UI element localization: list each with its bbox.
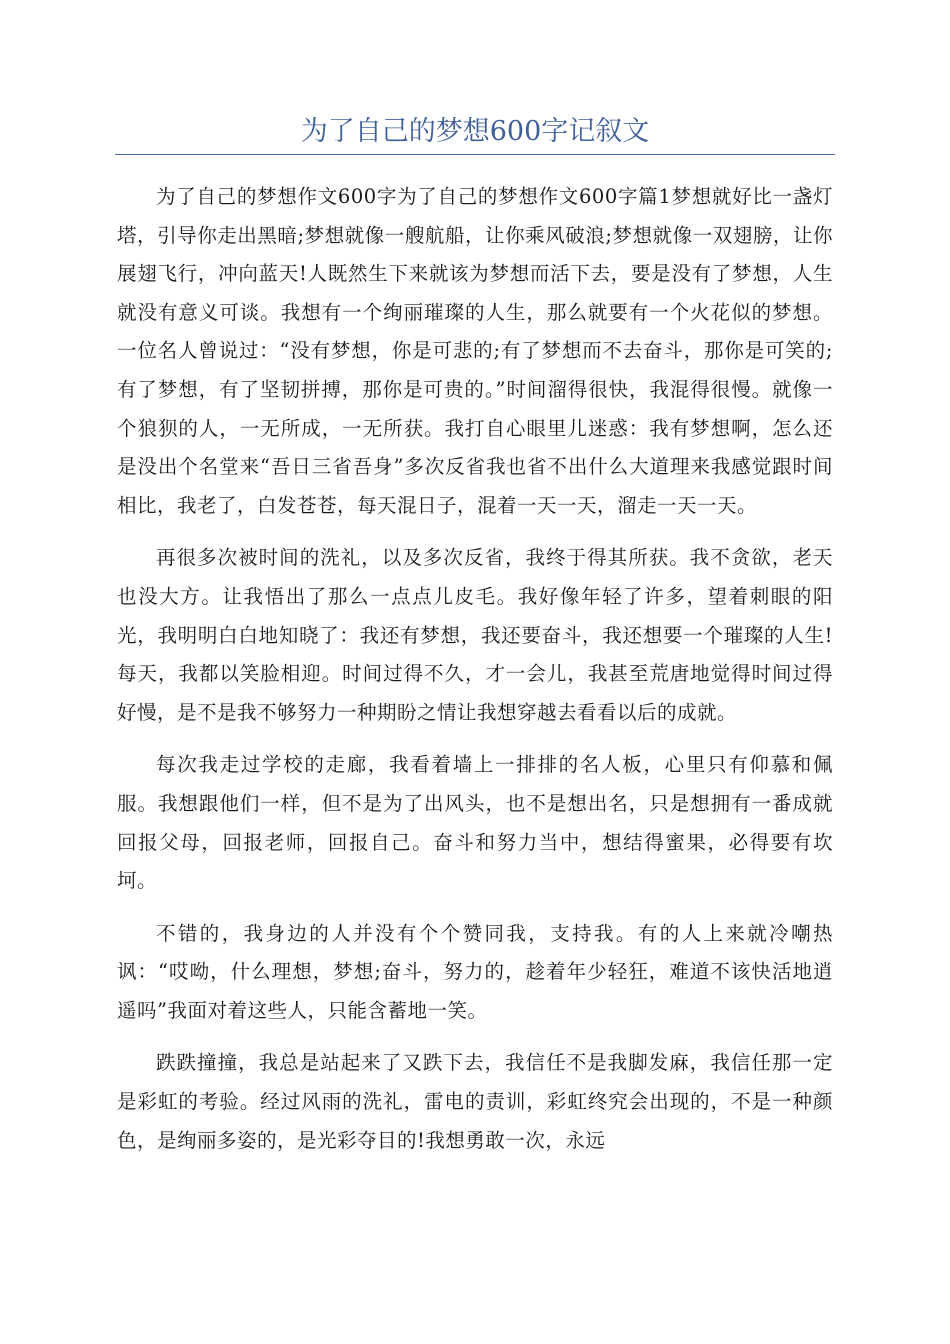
document-body bbox=[117, 178, 833, 1174]
title-underline bbox=[115, 154, 835, 155]
paragraph-5: 跌跌撞撞，我总是站起来了又跌下去，我信任不是我脚发麻，我信任那一定是彩虹的考验。经过风雨的洗礼，雷电的责训，彩虹终究会出现的，不是一种颜色，是绚丽多姿的，是光彩夺目的!我想勇敢一次，永远 bbox=[117, 1051, 833, 1152]
paragraph-2: 再很多次被时间的洗礼，以及多次反省，我终于得其所获。我不贪欲，老天也没大方。让我悟出了那么一点点儿皮毛。我好像年轻了许多，望着刺眼的阳光，我明明白白地知晓了：我还有梦想，我还要奋斗，我还想要一个璀璨的人生!每天，我都以笑脸相迎。时间过得不久，才一会儿，我甚至荒唐地觉得时间过得好慢，是不是我不够努力一种期盼之情让我想穿越去看看以后的成就。 bbox=[117, 546, 833, 724]
paragraph-4: 不错的，我身边的人并没有个个赞同我，支持我。有的人上来就冷嘲热讽：“哎呦，什么理想，梦想;奋斗，努力的，趁着年少轻狂，难道不该快活地逍遥吗”我面对着这些人，只能含蓄地一笑。 bbox=[117, 921, 833, 1022]
paragraph-1: 为了自己的梦想作文600字为了自己的梦想作文600字篇1梦想就好比一盏灯塔，引导你走出黑暗;梦想就像一艘航船，让你乘风破浪;梦想就像一双翅膀，让你展翅飞行，冲向蓝天!人既然生下来就该为梦想而活下去，要是没有了梦想，人生就没有意义可谈。我想有一个绚丽璀璨的人生，那么就要有一个火花似的梦想。一位名人曾说过：“没有梦想，你是可悲的;有了梦想而不去奋斗，那你是可笑的;有了梦想，有了坚韧拼搏，那你是可贵的。”时间溜得很快，我混得很慢。就像一个狼狈的人，一无所成，一无所获。我打自心眼里儿迷惑：我有梦想啊，怎么还是没出个名堂来“吾日三省吾身”多次反省我也省不出什么大道理来我感觉跟时间相比，我老了，白发苍苍，每天混日子，混着一天一天，溜走一天一天。 bbox=[117, 185, 833, 517]
paragraph-3: 每次我走过学校的走廊，我看着墙上一排排的名人板，心里只有仰慕和佩服。我想跟他们一样，但不是为了出风头，也不是想出名，只是想拥有一番成就回报父母，回报老师，回报自己。奋斗和努力当中，想结得蜜果，必得要有坎坷。 bbox=[117, 753, 833, 893]
document-title: 为了自己的梦想600字记叙文 bbox=[300, 116, 650, 147]
